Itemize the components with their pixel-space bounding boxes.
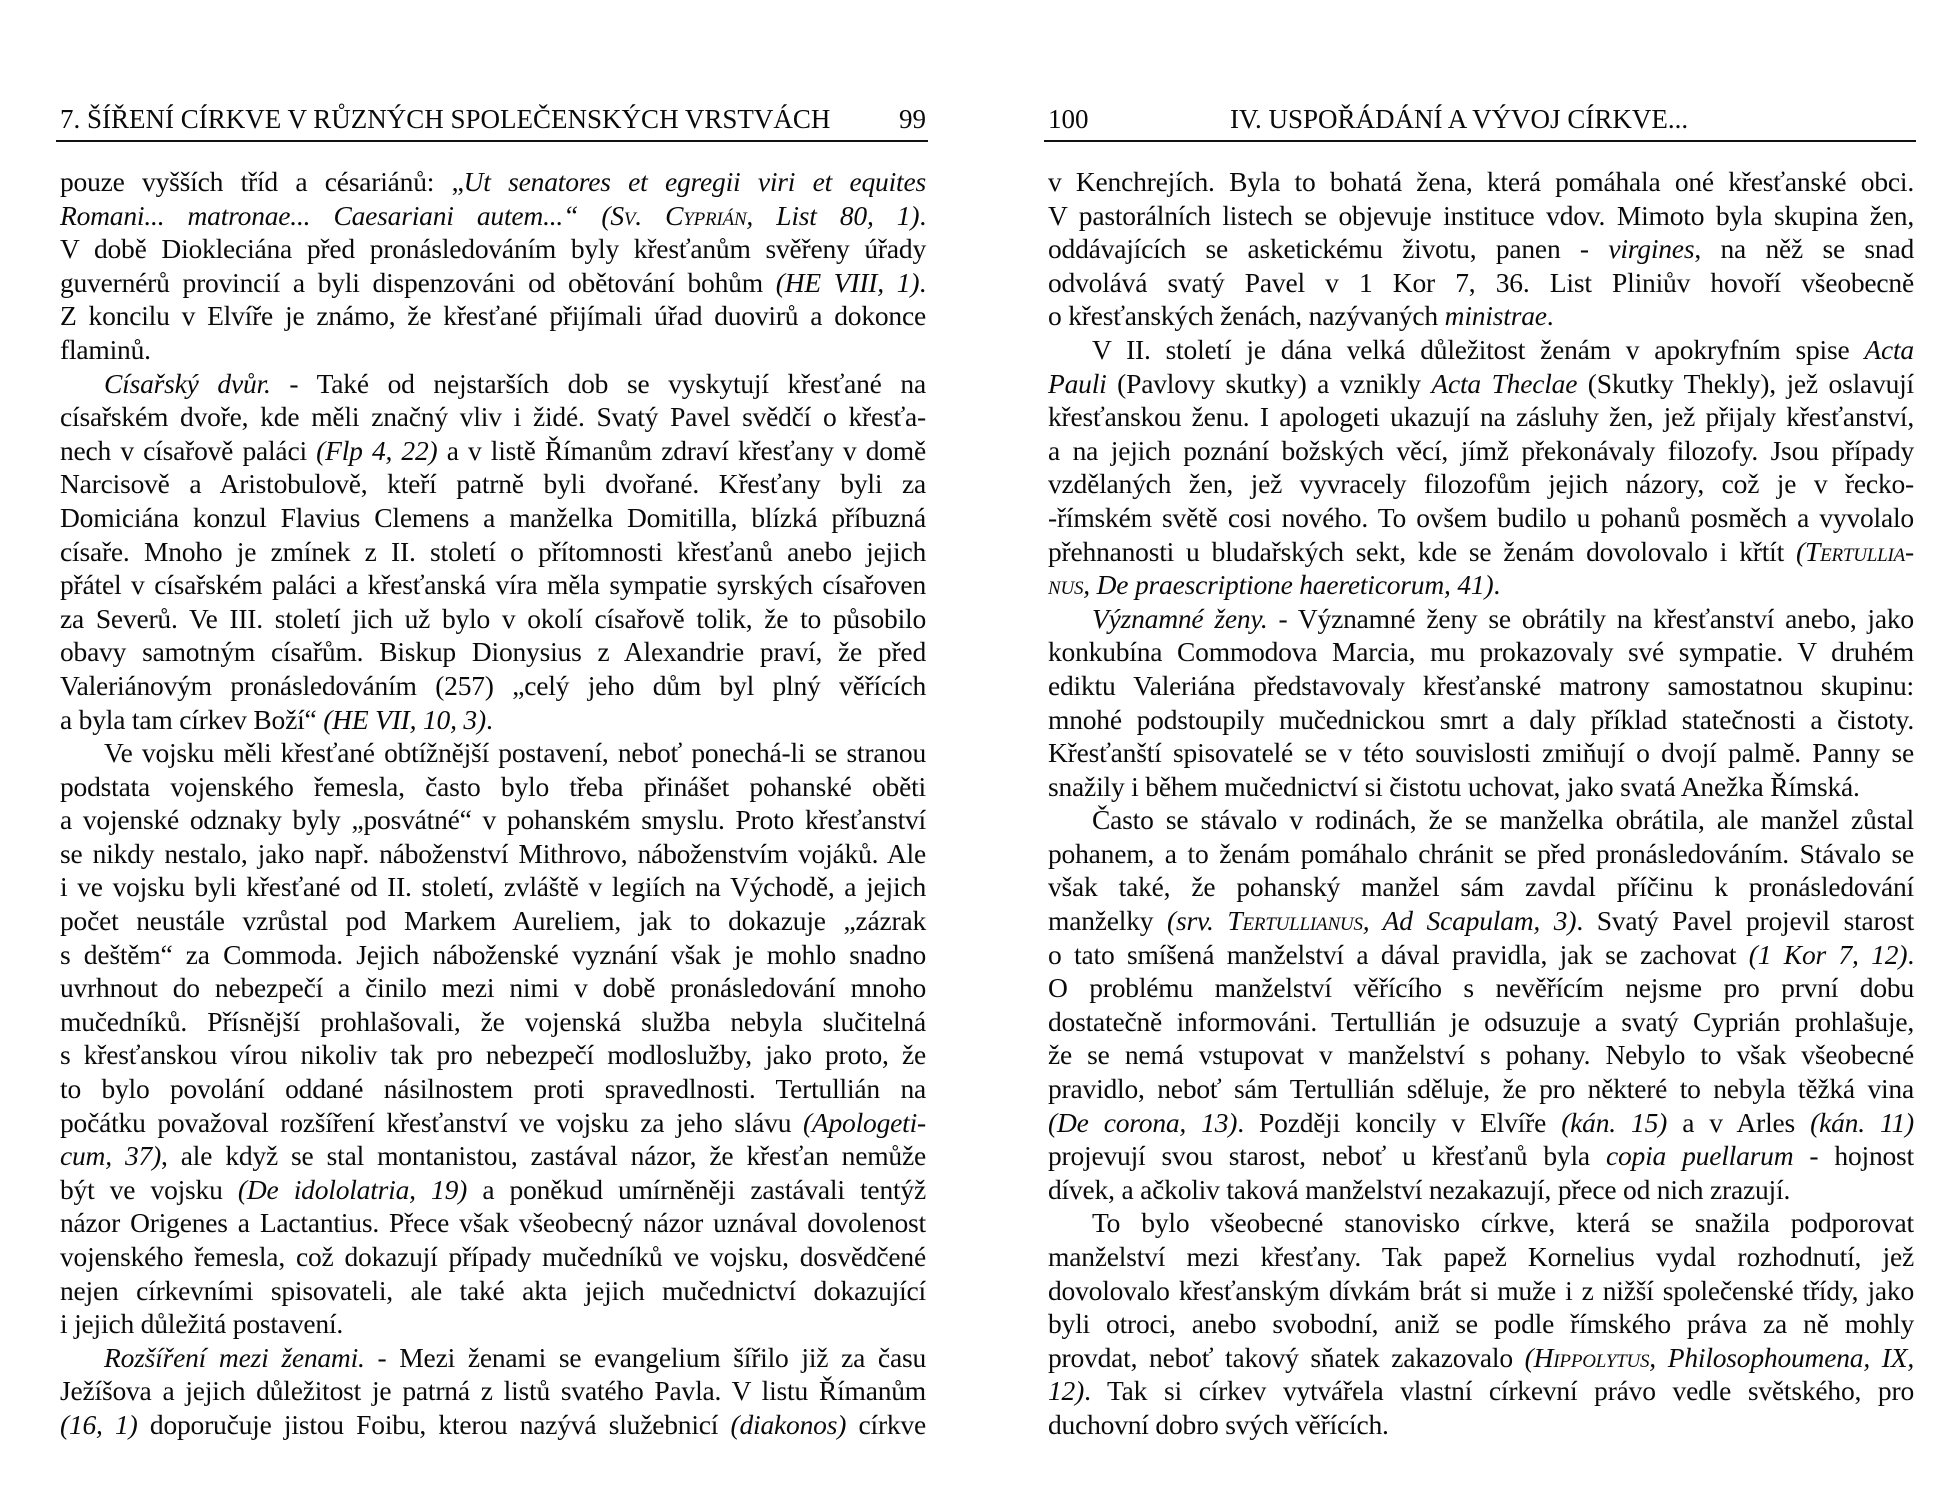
text-line <box>60 904 926 938</box>
text-run: . <box>1493 569 1501 601</box>
text-run: přátel v císařském paláci a křesťanská víra měla sympatie syrských císařoven <box>60 569 926 601</box>
text-run: . <box>1907 938 1914 970</box>
line-content <box>1048 266 1914 300</box>
line-content <box>60 669 926 703</box>
line-content <box>60 803 926 837</box>
text-run: To bylo všeobecné stanovisko církve, která se snažila podporovat <box>1092 1207 1914 1239</box>
line-content <box>60 266 926 300</box>
text-run: Narcisově a Aristobulově, kteří patrně byli dvořané. Křesťany byli za <box>60 468 926 500</box>
text-run: Ve vojsku měli křesťané obtížnější postavení, neboť ponechá-li se stranou <box>104 737 926 769</box>
text-run: , ale když se stal montanistou, zastával názor, že křesťan nemůže <box>161 1140 926 1172</box>
text-run: manželky <box>1048 905 1168 937</box>
text-line <box>1048 1240 1914 1274</box>
text-run: vojenského řemesla, což dokazují případy mučedníků ve vojsku, dosvědčené <box>60 1241 926 1272</box>
text-line <box>60 535 926 569</box>
text-run: však také, že pohanský manžel sám zavdal příčinu k pronásledování <box>1048 871 1914 903</box>
text-line <box>1048 938 1914 972</box>
text-run: Valeriánovým pronásledováním (257) „celý jeho dům byl plný věřících <box>60 669 926 701</box>
emphasis-text: , Philosophoumena, IX, <box>1649 1341 1914 1373</box>
line-content <box>1048 1274 1914 1308</box>
text-run: . <box>919 266 926 298</box>
line-content <box>1048 1173 1790 1207</box>
line-content <box>1048 938 1914 972</box>
line-content <box>60 1106 926 1140</box>
line-content <box>60 1341 926 1375</box>
text-run: - Mezi ženami se evangelium šířilo již za času <box>364 1341 926 1373</box>
text-run: snažily i během mučednictví si čistotu uchovat, jako svatá Anežka Římská. <box>1048 770 1860 802</box>
text-run: církve <box>846 1408 927 1440</box>
line-content <box>1048 1106 1914 1140</box>
text-line <box>60 568 926 602</box>
emphasis-text: copia puellarum <box>1605 1140 1794 1172</box>
text-line <box>1048 870 1914 904</box>
text-line <box>1048 333 1914 367</box>
emphasis-text: Ut senatores et egregii viri et equites <box>463 166 926 197</box>
text-line <box>1048 770 1914 804</box>
text-run: , na něž se snad <box>1694 233 1915 265</box>
text-run: provdat, neboť takový sňatek zakazovalo <box>1048 1341 1525 1373</box>
text-line <box>1048 232 1914 266</box>
emphasis-text: , List 80, 1) <box>746 199 920 231</box>
text-line <box>60 602 926 636</box>
text-line <box>60 870 926 904</box>
text-line <box>1048 1106 1914 1140</box>
text-line <box>1048 669 1914 703</box>
text-run: s deštěm“ za Commoda. Jejich náboženské vyznání však je mohlo snadno <box>60 938 926 970</box>
text-run: mnohé podstoupily mučednickou smrt a daly příklad statečnosti a čistoty. <box>1048 703 1914 735</box>
text-line <box>60 938 926 972</box>
text-line <box>60 971 926 1005</box>
text-run: počet neustále vzrůstal pod Markem Aureliem, jak to dokazuje „zázrak <box>60 905 926 937</box>
text-run: císaře. Mnoho je zmínek z II. století o přítomnosti křesťanů anebo jejich <box>60 535 926 567</box>
line-content <box>60 1274 926 1308</box>
text-line <box>1048 1139 1914 1173</box>
line-content <box>1048 870 1914 904</box>
text-line <box>1048 1374 1914 1408</box>
text-line <box>60 770 926 804</box>
text-run: dívek, a ačkoliv taková manželství nezakazují, přece od nich zrazují. <box>1048 1173 1791 1205</box>
emphasis-text: , Ad Scapulam, 3) <box>1362 905 1577 937</box>
line-content <box>60 467 926 501</box>
text-run: podstata vojenského řemesla, často bylo třeba přinášet pohanské oběti <box>60 770 926 802</box>
text-run: O problému manželství věřícího s nevěřícím nejsme pro první dobu <box>1048 972 1914 1004</box>
text-run: a v Arles <box>1667 1106 1811 1138</box>
text-run: Často se stávalo v rodinách, že se manželka obrátila, ale manžel zůstal <box>1092 804 1914 836</box>
text-run: o křesťanských ženách, nazývaných <box>1048 300 1445 332</box>
text-run: to bylo povolání oddané násilnostem proti spravedlnosti. Tertullián na <box>60 1073 926 1105</box>
text-line <box>1048 1072 1914 1106</box>
text-line <box>1048 266 1914 300</box>
line-content <box>60 635 926 669</box>
text-run: názor Origenes a Lactantius. Přece však všeobecný názor uznával dovolenost <box>60 1207 926 1239</box>
emphasis-text: Hippolytus <box>1533 1341 1650 1373</box>
page-number: 99 <box>899 104 926 134</box>
emphasis-text: ( <box>1524 1341 1534 1373</box>
line-content <box>60 434 926 468</box>
text-line <box>60 1106 926 1140</box>
text-line <box>60 1173 926 1207</box>
line-content <box>1048 803 1914 837</box>
line-content <box>1048 367 1914 401</box>
line-content <box>60 870 926 904</box>
text-line <box>60 1206 926 1240</box>
text-line <box>60 1072 926 1106</box>
text-run: . Svatý Pavel projevil starost <box>1576 905 1915 937</box>
text-line <box>60 1240 926 1274</box>
text-line <box>60 837 926 871</box>
emphasis-text: (HE VII, 10, 3) <box>323 703 486 735</box>
text-line <box>1048 400 1914 434</box>
emphasis-text: , De praescriptione haereticorum, 41) <box>1083 569 1494 601</box>
text-line <box>60 299 926 333</box>
text-line <box>1048 367 1914 401</box>
line-content <box>1048 1408 1389 1442</box>
line-content <box>1048 736 1914 770</box>
emphasis-text: nus <box>1048 569 1084 601</box>
line-content <box>60 568 926 602</box>
text-run: i jejich důležitá postavení. <box>60 1308 344 1340</box>
line-content <box>60 1173 926 1207</box>
line-content <box>1048 703 1914 737</box>
text-run: odvolává svatý Pavel v 1 Kor 7, 36. List Pliniův hovoří všeobecně <box>1048 266 1914 298</box>
line-content <box>1048 568 1500 602</box>
line-content <box>60 165 926 199</box>
text-line <box>1048 467 1914 501</box>
emphasis-text: ministrae <box>1444 300 1547 332</box>
text-line <box>60 1005 926 1039</box>
line-content <box>1048 1072 1914 1106</box>
text-line <box>60 669 926 703</box>
text-line <box>60 1139 926 1173</box>
line-content <box>60 736 926 770</box>
text-line <box>1048 1005 1914 1039</box>
body-text <box>1048 165 1914 1442</box>
line-content <box>1048 904 1914 938</box>
emphasis-text: Acta <box>1864 333 1914 365</box>
page-number: 100 <box>1048 104 1089 134</box>
text-line <box>60 703 926 737</box>
emphasis-text: Tertullianus <box>1227 905 1363 937</box>
emphasis-text: Císařský dvůr. <box>104 367 271 399</box>
text-run: dovolovalo křesťanským dívkám brát si muže i z nižší společenské třídy, jako <box>1048 1274 1914 1306</box>
line-content <box>60 1206 926 1240</box>
line-content <box>1048 1005 1914 1039</box>
text-run: - Také od nejstarších dob se vyskytují křesťané na <box>270 367 926 399</box>
text-run: flaminů. <box>60 333 151 365</box>
running-header <box>60 101 926 137</box>
text-run: - hojnost <box>1793 1140 1914 1172</box>
text-run: V době Diokleciána před pronásledováním byly křesťanům svěřeny úřady <box>60 233 926 265</box>
emphasis-text: (diakonos) <box>730 1408 847 1440</box>
line-content <box>60 1139 926 1173</box>
line-content <box>1048 1307 1914 1341</box>
text-line <box>1048 501 1914 535</box>
text-line <box>1048 568 1914 602</box>
line-content <box>1048 535 1914 569</box>
text-line <box>60 1408 926 1442</box>
emphasis-text: Pauli <box>1048 367 1107 399</box>
line-content <box>60 703 493 737</box>
line-content <box>1048 232 1914 266</box>
text-run: a v listě Římanům zdraví křesťany v domě <box>437 434 926 466</box>
text-run: mučedníků. Přísnější prohlašovali, že vojenská služba nebyla slučitelná <box>60 1005 926 1037</box>
emphasis-text: (1 Kor 7, 12) <box>1748 938 1908 970</box>
text-run: a na jejich poznání božských věcí, jímž překonávaly filozofy. Jsou případy <box>1048 434 1914 466</box>
text-line <box>60 434 926 468</box>
emphasis-text: 12) <box>1048 1375 1085 1407</box>
text-run: (Skutky Thekly), jež oslavují <box>1577 367 1914 399</box>
line-content <box>60 938 926 972</box>
emphasis-text: Významné ženy. <box>1092 602 1268 634</box>
line-content <box>1048 971 1914 1005</box>
text-run: konkubína Commodova Marcia, mu prokazovaly své sympatie. V druhém <box>1048 636 1914 668</box>
text-run: o tato smíšená manželství a dával pravidla, jak se zachovat <box>1048 938 1749 970</box>
text-run: i ve vojsku byli křesťané od II. století, zvláště v legiích na Východě, a jejich <box>60 871 926 903</box>
emphasis-text: Acta Theclae <box>1431 367 1578 399</box>
line-content <box>1048 467 1914 501</box>
text-line <box>60 1274 926 1308</box>
line-content <box>60 367 926 401</box>
text-run: projevují svou starost, neboť u křesťanů byla <box>1048 1140 1606 1172</box>
line-content <box>60 400 926 434</box>
line-content <box>1048 165 1914 199</box>
emphasis-text: (De idololatria, 19) <box>237 1173 468 1205</box>
text-line <box>1048 1274 1914 1308</box>
emphasis-text: cum, 37) <box>60 1140 162 1172</box>
text-line <box>60 232 926 266</box>
text-run: -římském světě cosi nového. To ovšem budilo u pohanů posměch a vyvolalo <box>1048 501 1914 533</box>
text-line <box>1048 837 1914 871</box>
text-run: - Významné ženy se obrátily na křesťanství anebo, jako <box>1267 602 1914 634</box>
text-run: s křesťanskou vírou nikoliv tak pro nebezpečí modloslužby, jako proto, že <box>60 1039 926 1071</box>
text-run: ediktu Valeriána představovaly křesťanské matrony samostatnou skupinu: <box>1048 669 1914 701</box>
text-line <box>1048 299 1914 333</box>
text-run: v Kenchrejích. Byla to bohatá žena, která pomáhala oné křesťanské obci. <box>1048 166 1914 197</box>
text-line <box>1048 602 1914 636</box>
text-run: . <box>485 703 493 735</box>
chapter-title: 7. ŠÍŘENÍ CÍRKVE V RŮZNÝCH SPOLEČENSKÝCH VRSTVÁCH <box>60 104 831 134</box>
text-run: být ve vojsku <box>60 1173 238 1205</box>
text-run: uvrhnout do nebezpečí a činilo mezi nimi v době pronásledování mnoho <box>60 972 926 1004</box>
text-run: byli otroci, anebo svobodní, aniž se podle římského práva za ně mohly <box>1048 1308 1914 1340</box>
emphasis-text: (kán. 15) <box>1561 1106 1668 1138</box>
line-content <box>1048 333 1914 367</box>
line-content <box>60 1307 343 1341</box>
line-content <box>1048 299 1553 333</box>
text-run: a poněkud umírněněji zastávali tentýž <box>467 1173 926 1205</box>
text-run: pohanem, a to ženám pomáhalo chránit se před pronásledováním. Stávalo se <box>1048 837 1914 869</box>
text-run: doporučuje jistou Foibu, kterou nazývá služebnicí <box>137 1408 731 1440</box>
text-line <box>1048 736 1914 770</box>
text-run: nech v císařově paláci <box>60 434 317 466</box>
line-content <box>1048 1374 1914 1408</box>
text-line <box>1048 1206 1914 1240</box>
text-line <box>60 199 926 233</box>
text-line <box>1048 971 1914 1005</box>
line-content <box>60 535 926 569</box>
line-content <box>60 904 926 938</box>
text-run: přehnanosti u bludařských sekt, kde se ženám dovolovalo i křtít <box>1048 535 1796 567</box>
text-line <box>1048 635 1914 669</box>
text-run: pravidlo, neboť sám Tertullián sděluje, že pro některé to nebyla těžká vina <box>1048 1073 1914 1105</box>
line-content <box>60 1005 926 1039</box>
text-run: duchovní dobro svých věřících. <box>1048 1408 1389 1440</box>
text-line <box>1048 199 1914 233</box>
line-content <box>1048 669 1914 703</box>
emphasis-text: (HE VIII, 1) <box>775 266 920 298</box>
text-run: (Pavlovy skutky) a vznikly <box>1106 367 1432 399</box>
text-line <box>1048 1341 1914 1375</box>
text-line <box>60 467 926 501</box>
line-content <box>1048 837 1914 871</box>
text-line <box>60 367 926 401</box>
line-content <box>60 1038 926 1072</box>
text-run: počátku považoval rozšíření křesťanství ve vojsku za jeho slávu <box>60 1106 803 1138</box>
line-content <box>1048 434 1914 468</box>
line-content <box>60 971 926 1005</box>
text-line <box>60 1038 926 1072</box>
text-run: a byla tam církev Boží“ <box>60 703 324 735</box>
text-line <box>1048 1307 1914 1341</box>
text-run: . Tak si církev vytvářela vlastní církevní právo vedle světského, pro <box>1084 1375 1914 1407</box>
text-run: křesťanskou ženu. I apologeti ukazují na zásluhy žen, jež přijaly křesťanství, <box>1048 401 1914 433</box>
line-content <box>60 199 926 233</box>
emphasis-text: (kán. 11) <box>1810 1106 1914 1138</box>
text-line <box>60 803 926 837</box>
running-header <box>1048 101 1914 137</box>
emphasis-text: Romani... matronae... Caesariani autem...“ ( <box>60 199 611 231</box>
text-run: obavy samotným císařům. Biskup Dionysius z Alexandrie praví, že před <box>60 636 926 668</box>
text-line <box>1048 1408 1914 1442</box>
text-line <box>60 635 926 669</box>
line-content <box>1048 1240 1914 1274</box>
line-content <box>60 299 926 333</box>
text-run: dostatečně informováni. Tertullián je odsuzuje a svatý Cyprián prohlašuje, <box>1048 1005 1914 1037</box>
text-run: V pastorálních listech se objevuje instituce vdov. Mimoto byla skupina žen, <box>1048 199 1914 231</box>
emphasis-text: Rozšíření mezi ženami. <box>104 1341 365 1373</box>
line-content <box>60 501 926 535</box>
emphasis-text: (Flp 4, 22) <box>316 434 438 466</box>
text-run: vzdělaných žen, jež vyvracely filozofům jejich názory, což je v řecko- <box>1048 468 1914 500</box>
text-run: oddávajících se asketickému životu, panen - <box>1048 233 1609 265</box>
text-line <box>1048 803 1914 837</box>
line-content <box>60 1240 926 1274</box>
line-content <box>1048 770 1860 804</box>
text-run: guvernérů provincií a byli dispenzováni od obětování bohům <box>60 266 776 298</box>
text-line <box>60 736 926 770</box>
line-content <box>60 837 926 871</box>
text-line <box>60 400 926 434</box>
header-rule <box>56 140 928 142</box>
line-content <box>1048 199 1914 233</box>
line-content <box>60 1408 926 1442</box>
part-title: IV. USPOŘÁDÁNÍ A VÝVOJ CÍRKVE... <box>1230 104 1689 134</box>
line-content <box>1048 501 1914 535</box>
text-line <box>1048 165 1914 199</box>
line-content <box>60 1072 926 1106</box>
line-content <box>60 602 926 636</box>
line-content <box>60 333 151 367</box>
text-run: Z koncilu v Elvíře je známo, že křesťané přijímali úřad duovirů a dokonce <box>60 300 926 332</box>
emphasis-text: Tertullia- <box>1804 535 1914 567</box>
text-run: se nikdy nestalo, jako např. náboženství Mithrovo, náboženstvím vojáků. Ale <box>60 837 926 869</box>
text-run: V II. století je dána velká důležitost ženám v apokryfním spise <box>1092 333 1865 365</box>
emphasis-text: (De corona, 13) <box>1048 1106 1238 1138</box>
emphasis-text: (srv. <box>1167 905 1228 937</box>
text-line <box>1048 434 1914 468</box>
line-content <box>1048 1139 1914 1173</box>
line-content <box>60 232 926 266</box>
text-line <box>1048 535 1914 569</box>
line-content <box>60 1374 926 1408</box>
text-run: . <box>919 199 926 231</box>
text-run: Ježíšova a jejich důležitost je patrná z listů svatého Pavla. V listu Římanům <box>60 1375 926 1407</box>
text-run: . Později koncily v Elvíře <box>1237 1106 1562 1138</box>
text-line <box>60 266 926 300</box>
text-line <box>60 501 926 535</box>
emphasis-text: (16, 1) <box>60 1408 138 1440</box>
line-content <box>1048 602 1914 636</box>
text-run: a vojenské odznaky byly „posvátné“ v pohanském smyslu. Proto křesťanství <box>60 804 926 836</box>
line-content <box>1048 1341 1914 1375</box>
line-content <box>1048 1206 1914 1240</box>
emphasis-text: (Apologeti- <box>802 1106 926 1138</box>
emphasis-text: ( <box>1796 535 1805 567</box>
text-line <box>1048 1173 1914 1207</box>
line-content <box>1048 400 1914 434</box>
text-run: manželství mezi křesťany. Tak papež Kornelius vydal rozhodnutí, jež <box>1048 1241 1914 1272</box>
emphasis-text: Sv. Cyprián <box>610 199 747 231</box>
text-line <box>60 1374 926 1408</box>
text-line <box>60 165 926 199</box>
header-rule <box>1044 140 1916 142</box>
text-line <box>60 1341 926 1375</box>
text-line <box>1048 703 1914 737</box>
emphasis-text: virgines <box>1608 233 1695 265</box>
text-run: nejen církevními spisovateli, ale také akta jejich mučednictví dokazující <box>60 1274 926 1306</box>
body-text <box>60 165 926 1442</box>
text-run: Domiciána konzul Flavius Clemens a manželka Domitilla, blízká příbuzná <box>60 501 926 533</box>
text-line <box>1048 1038 1914 1072</box>
text-run: císařském dvoře, kde měli značný vliv i židé. Svatý Pavel svědčí o křesťa- <box>60 401 926 433</box>
text-run: že se nemá vstupovat v manželství s pohany. Nebylo to však všeobecné <box>1048 1039 1914 1071</box>
text-line <box>1048 904 1914 938</box>
text-run: . <box>1546 300 1554 332</box>
text-run: za Severů. Ve III. století jich už bylo v okolí císařově tolik, že to působilo <box>60 602 926 634</box>
text-run: pouze vyšších tříd a césariánů: „ <box>60 166 464 197</box>
text-line <box>60 333 926 367</box>
line-content <box>1048 1038 1914 1072</box>
text-run: Křesťanští spisovatelé se v této souvislosti zmiňují o dvojí palmě. Panny se <box>1048 737 1914 769</box>
line-content <box>1048 635 1914 669</box>
text-line <box>60 1307 926 1341</box>
line-content <box>60 770 926 804</box>
